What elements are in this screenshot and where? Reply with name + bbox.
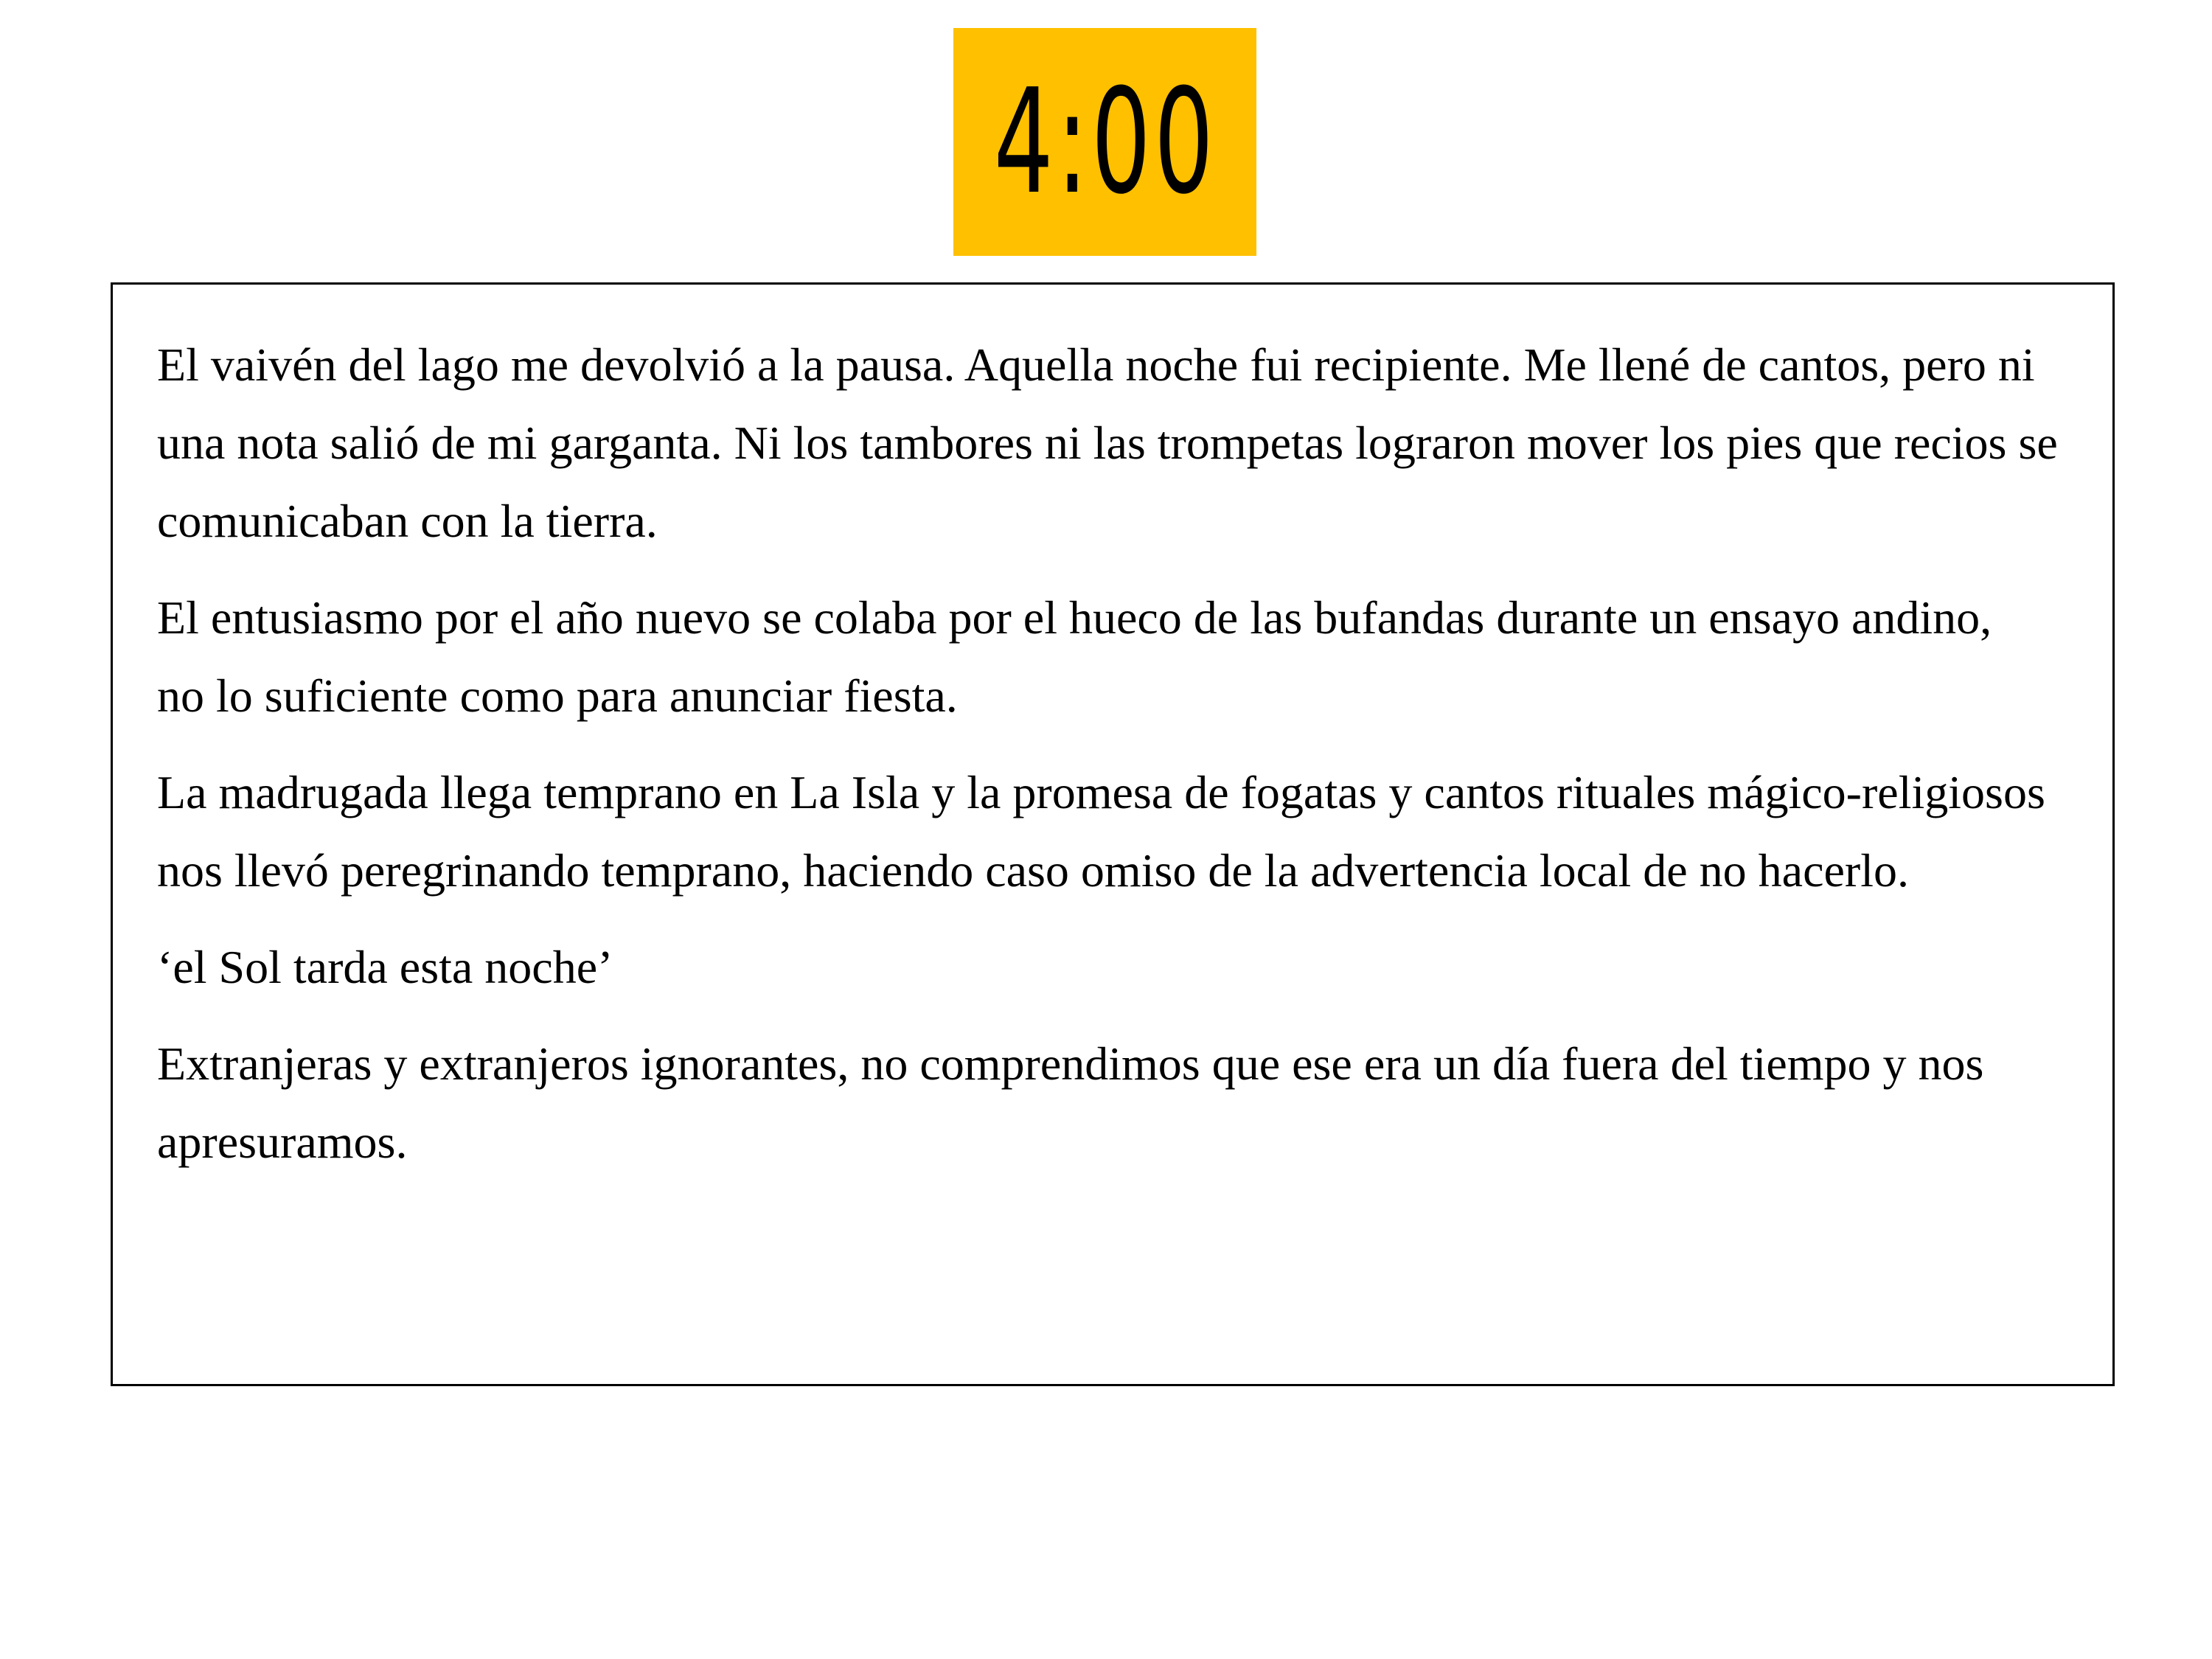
passage-paragraph-5: Extranjeras y extranjeros ignorantes, no comprendimos que ese era un día fuera del tiempo y nos apresuramos. (157, 1037, 1984, 1168)
passage-paragraph-1: El vaivén del lago me devolvió a la pausa. Aquella noche fui recipiente. Me llené de cantos, pero ni una nota salió de mi garganta. Ni los tambores ni las trompetas lograron mover los pies que recios se comunicaban con la tierra. (157, 338, 2058, 547)
passage-paragraph-4: ‘el Sol tarda esta noche’ (157, 941, 613, 993)
timer-text: 4:00 (993, 58, 1217, 226)
timer-badge (953, 28, 1256, 256)
passage-paragraph-3: La madrugada llega temprano en La Isla y la promesa de fogatas y cantos rituales mágico-religiosos nos llevó peregrinando temprano, haciendo caso omiso de la advertencia local de no hacerlo. (157, 766, 2045, 897)
reading-passage-box (111, 282, 2115, 1386)
passage-paragraph-2: El entusiasmo por el año nuevo se colaba por el hueco de las bufandas durante un ensayo andino, no lo suficiente como para anunciar fiesta. (157, 591, 1992, 722)
